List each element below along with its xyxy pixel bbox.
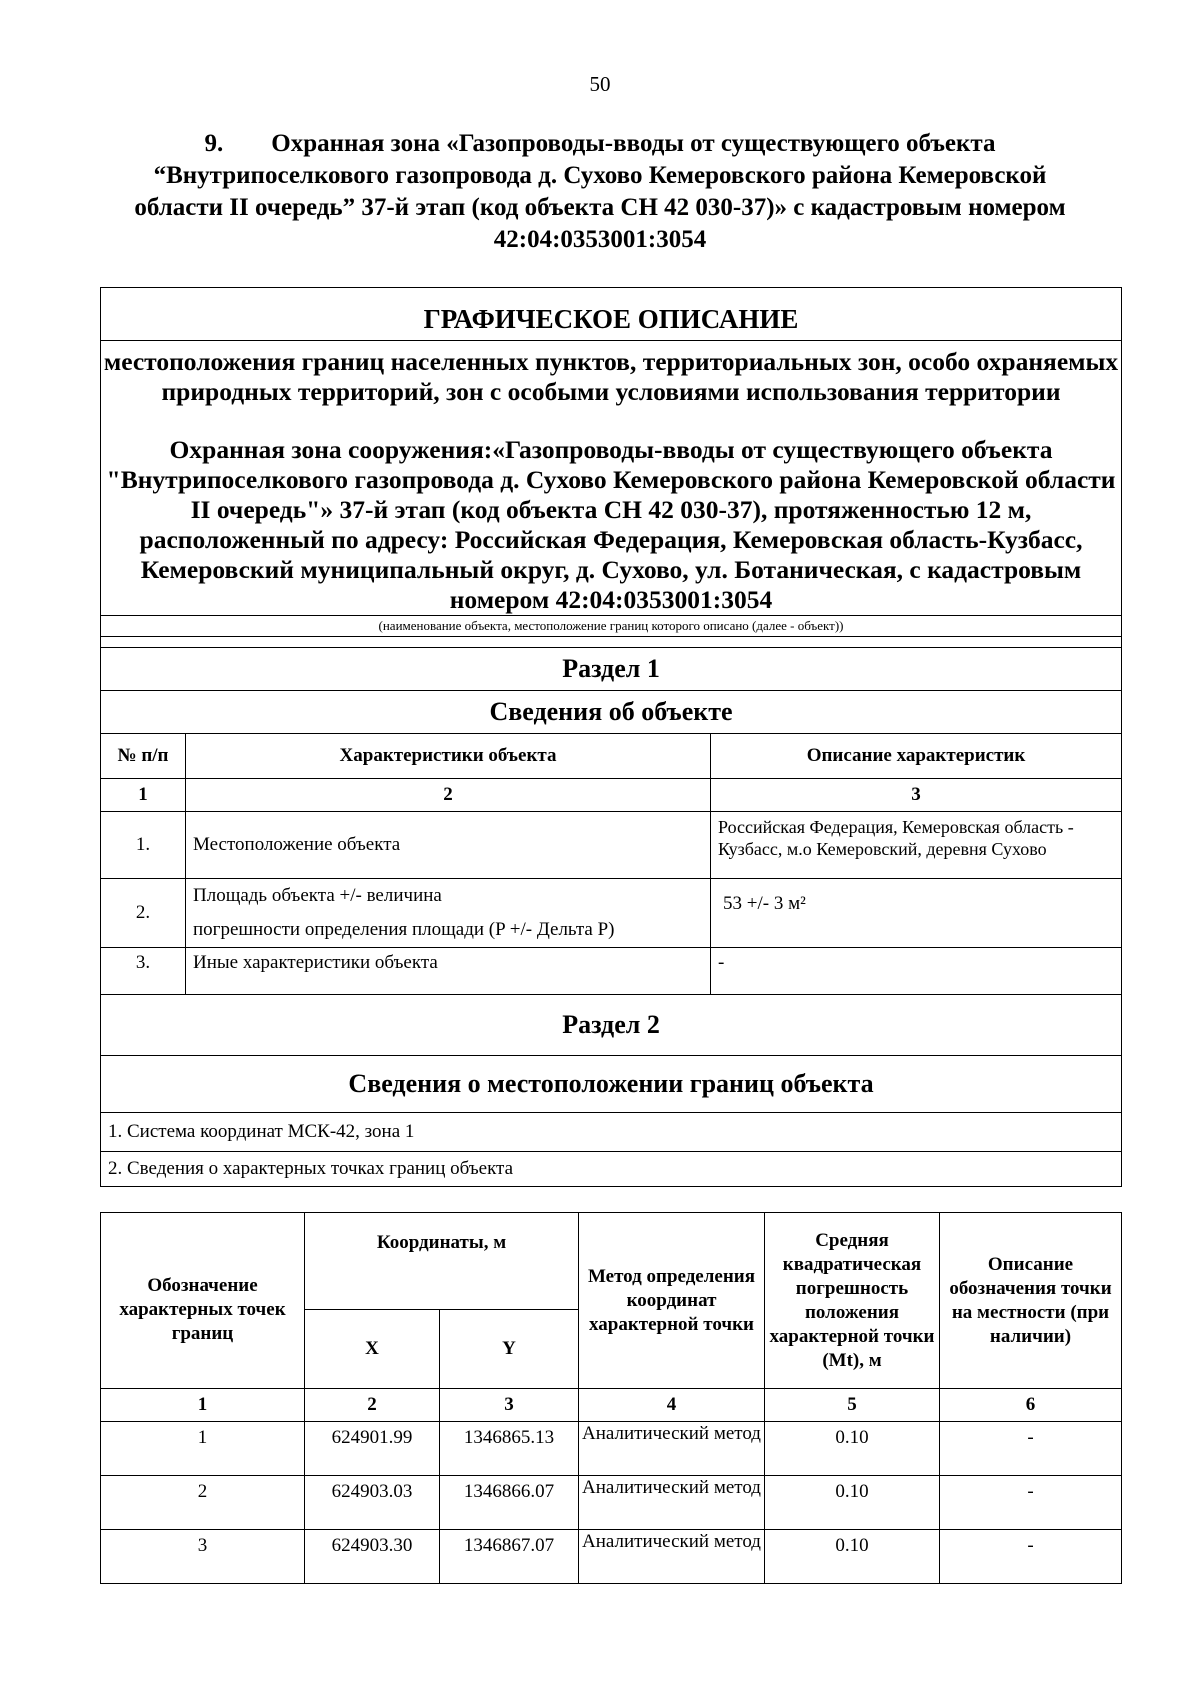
row-name [186,879,711,948]
point-y: 1346865.13 [440,1422,579,1476]
row-name-line: погрешности определения площади (P +/- Дельта P) [193,919,615,940]
header-coordinates: Координаты, м [305,1213,579,1310]
header-point-description: Описание обозначения точки на местности (при наличии) [940,1213,1122,1389]
point-method: Аналитический метод [579,1476,765,1530]
point-error: 0.10 [765,1530,940,1584]
header-description: Описание характеристик [711,734,1122,779]
point-id: 2 [101,1476,305,1530]
index-cell: 1 [101,1389,305,1422]
section-heading [120,128,1080,256]
row-number: 2. [101,879,186,948]
point-id: 3 [101,1530,305,1584]
heading-text: Охранная зона «Газопроводы-вводы от существующего объекта “Внутрипоселкового газопровода д. Сухово Кемеровского района Кемеровской области II очередь” 37-й этап (код объекта СН 42 030-37)» с кадастровым номером 42:04:0353001:3054 [134,130,1066,253]
object-description: Охранная зона сооружения:«Газопроводы-вводы от существующего объекта "Внутрипоселкового газопровода д. Сухово Кемеровского района Кемеровской области II очередь"» 37-й этап (код объекта СН 42 030-37), протяженностью 12 м, расположенный по адресу: Российская Федерация, Кемеровская область-Кузбасс, Кемеровский муниципальный округ, д. Сухово, ул. Ботаническая, с кадастровым номером 42:04:0353001:3054 [106,435,1116,614]
index-cell: 1 [101,779,186,812]
header-x: X [305,1310,440,1389]
index-cell: 3 [440,1389,579,1422]
index-cell: 2 [305,1389,440,1422]
row-number: 3. [101,948,186,995]
header-characteristics: Характеристики объекта [186,734,711,779]
table-row [101,1422,1122,1476]
row-name: Иные характеристики объекта [186,948,711,995]
coordinate-system: 1. Система координат МСК-42, зона 1 [101,1113,1122,1152]
index-cell: 2 [186,779,711,812]
coordinates-table [100,1212,1122,1584]
section1-subtitle: Сведения об объекте [101,691,1122,734]
header-error: Средняя квадратическая погрешность положения характерной точки (Мt), м [765,1213,940,1389]
index-cell: 4 [579,1389,765,1422]
heading-number: 9. [204,130,224,157]
section1-title: Раздел 1 [101,648,1122,691]
object-caption: (наименование объекта, местоположение границ которого описано (далее - объект)) [101,616,1122,637]
document-subtitle: местоположения границ населенных пунктов, территориальных зон, особо охраняемых природных территорий, зон с особыми условиями использования территории [103,347,1119,406]
document-title: ГРАФИЧЕСКОЕ ОПИСАНИЕ [101,288,1122,341]
header-designation: Обозначение характерных точек границ [101,1213,305,1389]
header-y: Y [440,1310,579,1389]
table-row [101,948,1122,995]
point-error: 0.10 [765,1422,940,1476]
table-row [101,879,1122,948]
row-name-line: Площадь объекта +/- величина [193,885,442,906]
point-error: 0.10 [765,1476,940,1530]
row-value: Российская Федерация, Кемеровская область - Кузбасс, м.о Кемеровский, деревня Сухово [711,812,1122,879]
row-value: - [711,948,1122,995]
table-row [101,812,1122,879]
point-method: Аналитический метод [579,1530,765,1584]
points-caption: 2. Сведения о характерных точках границ объекта [101,1152,1122,1187]
document-description [101,341,1122,616]
point-y: 1346867.07 [440,1530,579,1584]
point-description: - [940,1530,1122,1584]
point-description: - [940,1422,1122,1476]
point-x: 624901.99 [305,1422,440,1476]
section2-title: Раздел 2 [101,995,1122,1056]
header-number: № п/п [101,734,186,779]
index-cell: 6 [940,1389,1122,1422]
row-number: 1. [101,812,186,879]
point-x: 624903.30 [305,1530,440,1584]
point-id: 1 [101,1422,305,1476]
table-row [101,1476,1122,1530]
point-y: 1346866.07 [440,1476,579,1530]
description-table [100,287,1122,1187]
header-method: Метод определения координат характерной точки [579,1213,765,1389]
point-description: - [940,1476,1122,1530]
row-name: Местоположение объекта [186,812,711,879]
page-number: 50 [589,72,611,96]
index-cell: 3 [711,779,1122,812]
row-value: 53 +/- 3 м² [711,879,1122,948]
index-cell: 5 [765,1389,940,1422]
table-row [101,1530,1122,1584]
point-x: 624903.03 [305,1476,440,1530]
section2-subtitle: Сведения о местоположении границ объекта [101,1056,1122,1113]
point-method: Аналитический метод [579,1422,765,1476]
